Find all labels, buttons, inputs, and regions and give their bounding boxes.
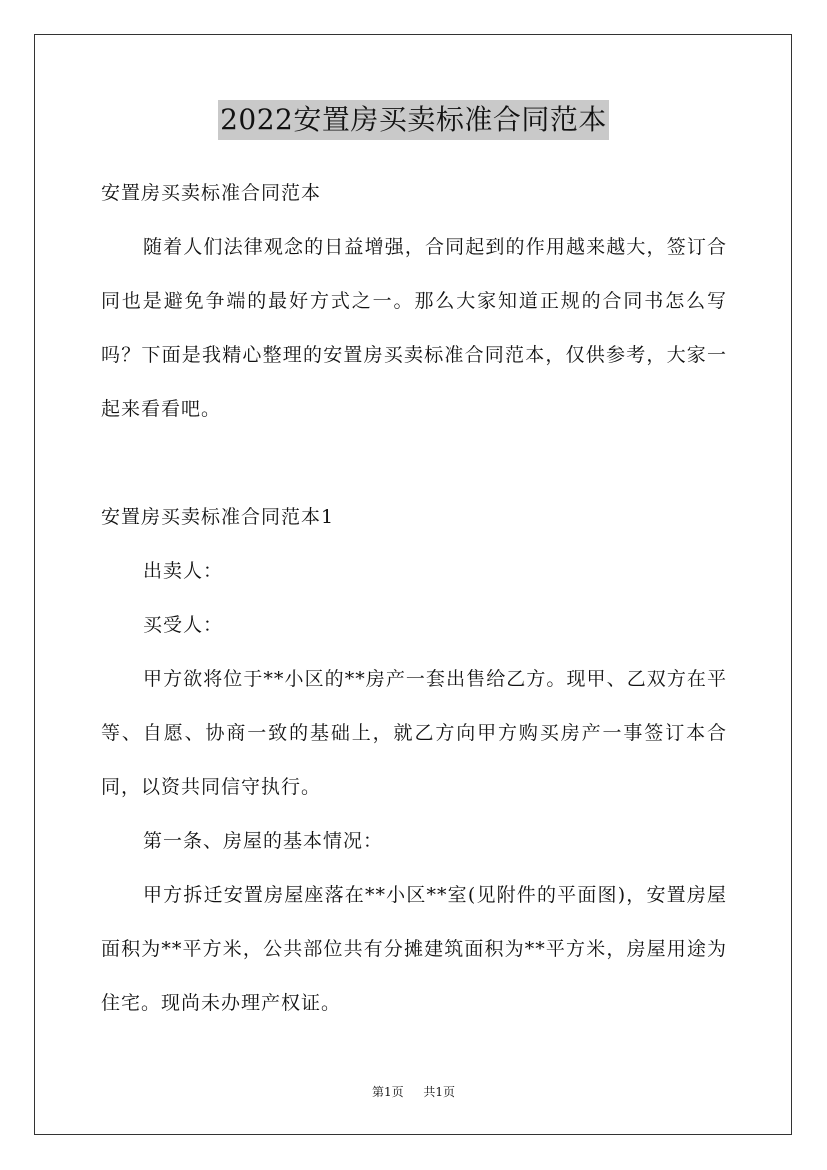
buyer-label: 买受人：: [143, 614, 224, 636]
document-title: 2022安置房买卖标准合同范本: [218, 100, 609, 140]
section-heading: 安置房买卖标准合同范本1: [101, 506, 335, 528]
property-paragraph: 甲方拆迁安置房屋座落在**小区**室(见附件的平面图)，安置房屋面积为**平方米，公共部位共有分摊建筑面积为**平方米，房屋用途为住宅。现尚未办理产权证。: [101, 884, 727, 1014]
subtitle: 安置房买卖标准合同范本: [101, 182, 322, 204]
seller-label: 出卖人：: [143, 560, 224, 582]
page-total: 共1页: [423, 1085, 455, 1099]
page-footer: [0, 1082, 827, 1102]
page-number: 第1页: [372, 1085, 404, 1099]
intro-paragraph: 随着人们法律观念的日益增强，合同起到的作用越来越大，签订合同也是避免争端的最好方式之一。那么大家知道正规的合同书怎么写吗？下面是我精心整理的安置房买卖标准合同范本，仅供参考，大家一起来看看吧。: [101, 236, 727, 420]
article-heading: 第一条、房屋的基本情况：: [143, 830, 384, 852]
title-container: [0, 100, 827, 140]
contract-paragraph: 甲方欲将位于**小区的**房产一套出售给乙方。现甲、乙双方在平等、自愿、协商一致的基础上，就乙方向甲方购买房产一事签订本合同，以资共同信守执行。: [101, 668, 727, 798]
